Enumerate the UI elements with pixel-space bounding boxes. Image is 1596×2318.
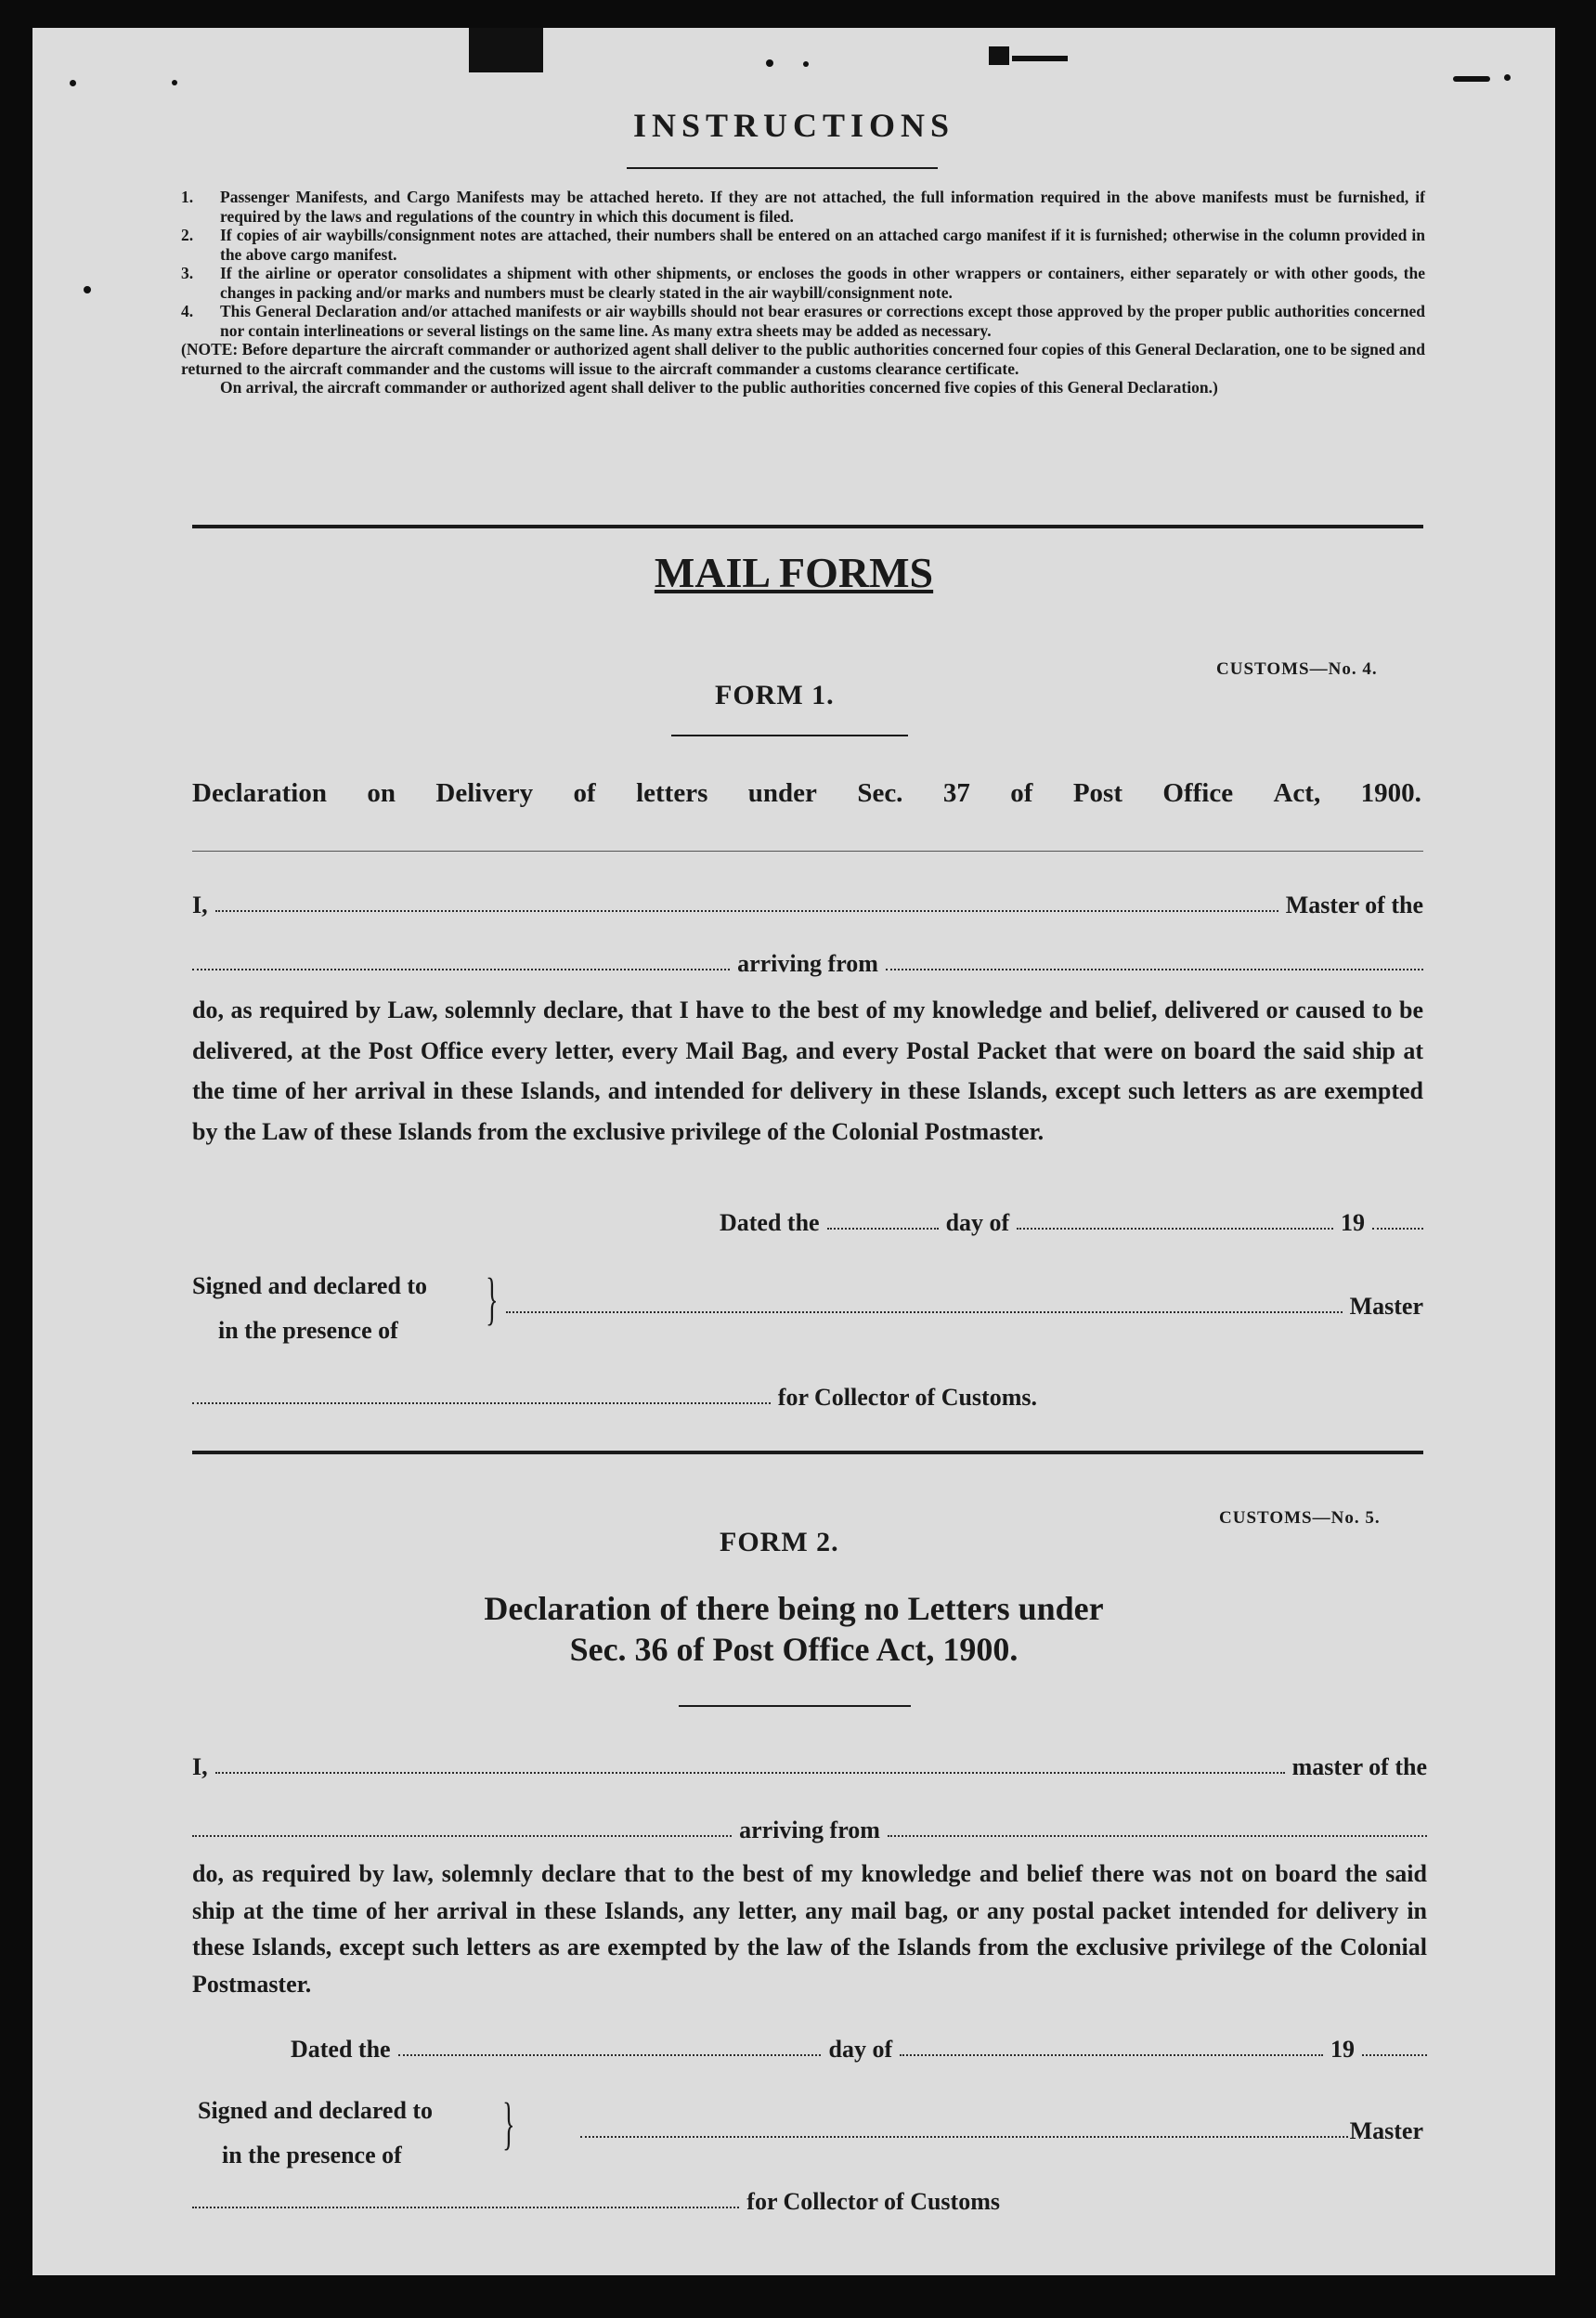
form1-arriving-line — [192, 950, 1423, 978]
form2-collector-label: for Collector of Customs — [746, 2188, 1000, 2215]
scan-artifact — [1504, 74, 1511, 81]
document-page — [32, 28, 1555, 2275]
instructions-note-arrival: On arrival, the aircraft commander or authorized agent shall deliver to the public authorities concerned five copies of this General Declaration.) — [220, 378, 1218, 397]
form1-master-of-label: Master of the — [1285, 892, 1423, 918]
form2-dated-line — [291, 2036, 1427, 2064]
section-divider — [192, 525, 1423, 528]
form1-heading-rule — [192, 851, 1423, 852]
instruction-number: 4. — [181, 302, 194, 320]
form1-i-label: I, — [192, 892, 208, 918]
form1-month-field[interactable] — [1017, 1228, 1333, 1230]
form2-day-of-label: day of — [828, 2036, 893, 2063]
instruction-item — [181, 302, 1425, 340]
form1-master-label: Master — [1349, 1293, 1423, 1320]
declaration-word: Delivery — [435, 778, 534, 808]
form2-declaration-heading — [32, 1588, 1555, 1670]
instruction-item — [181, 188, 1425, 226]
form1-day-of-label: day of — [945, 1209, 1010, 1236]
form1-master-signature-line — [506, 1293, 1423, 1321]
mail-forms-title: MAIL FORMS — [654, 549, 934, 596]
form1-title-underline — [671, 735, 908, 736]
declaration-word: Office — [1162, 778, 1234, 808]
scan-artifact — [1453, 76, 1490, 82]
section-divider — [192, 1451, 1423, 1454]
form2-paragraph: do, as required by law, solemnly declare that to the best of my knowledge and belief there was not on board the said ship at the time of her arrival in these Islands, any letter, any mail bag, or any postal packet intended for delivery in these Islands, except such letters as are exempted by the law of the Islands from the exclusive privilege of the Colonial Postmaster. — [192, 1860, 1427, 1998]
scan-artifact — [469, 28, 543, 72]
form2-signed-label: Signed and declared to — [198, 2097, 434, 2124]
scan-artifact — [84, 286, 91, 293]
form2-master-line — [192, 1753, 1427, 1781]
form2-brace: } — [502, 2092, 515, 2155]
form1-brace: } — [486, 1268, 499, 1331]
form1-name-field[interactable] — [215, 910, 1278, 912]
instruction-number: 1. — [181, 188, 194, 206]
declaration-word: under — [747, 778, 817, 808]
scan-artifact — [1012, 56, 1068, 61]
form1-customs-ref: CUSTOMS—No. 4. — [1216, 659, 1378, 679]
form2-declaration-line2: Sec. 36 of Post Office Act, 1900. — [569, 1631, 1019, 1668]
declaration-word: Act, — [1273, 778, 1321, 808]
instruction-text: If the airline or operator consolidates a shipment with other shipments, or encloses the goods in other wrappers or containers, either separately or with other goods, the changes in packing and/or marks and numbers must be clearly stated in the air waybill/consignment note. — [220, 264, 1425, 302]
instruction-text: Passenger Manifests, and Cargo Manifests may be attached hereto. If they are not attached, the full information required in the above manifests must be furnished, if required by the laws and regulations of the country in which this document is filed. — [220, 188, 1425, 226]
form2-year-label: 19 — [1330, 2036, 1355, 2063]
scan-artifact — [172, 80, 177, 85]
form2-date-field[interactable] — [398, 2054, 822, 2056]
declaration-word: 1900. — [1360, 778, 1421, 808]
instructions-list — [181, 188, 1425, 397]
instructions-note: (NOTE: Before departure the aircraft commander or authorized agent shall deliver to the public authorities concerned four copies of this General Declaration, one to be signed and returned to the aircraft commander and the customs will issue to the aircraft commander a customs clearance certificate. — [181, 340, 1425, 378]
declaration-word: on — [367, 778, 396, 808]
form2-collector-line — [192, 2188, 1000, 2216]
form2-year-field[interactable] — [1362, 2054, 1427, 2056]
form1-dated-label: Dated the — [720, 1209, 820, 1236]
declaration-word: of — [573, 778, 596, 808]
form1-date-field[interactable] — [827, 1228, 939, 1230]
form2-signature-field[interactable] — [580, 2136, 1348, 2138]
form2-collector-field[interactable] — [192, 2207, 739, 2208]
instructions-underline — [627, 167, 938, 169]
form2-arriving-line — [192, 1817, 1427, 1844]
form1-ship-field[interactable] — [192, 969, 730, 970]
form2-master-label: Master — [1349, 2117, 1423, 2144]
declaration-word: of — [1010, 778, 1033, 808]
form2-arriving-label: arriving from — [739, 1817, 880, 1843]
declaration-word: 37 — [942, 778, 970, 808]
scan-artifact — [70, 80, 76, 86]
declaration-word: Declaration — [192, 778, 327, 808]
form2-i-label: I, — [192, 1753, 208, 1780]
instruction-number: 2. — [181, 226, 194, 244]
form1-presence-label: in the presence of — [218, 1317, 398, 1344]
form1-declaration-heading — [192, 778, 1421, 809]
form1-master-line — [192, 892, 1423, 919]
scan-artifact — [989, 46, 1009, 65]
declaration-word: Post — [1072, 778, 1122, 808]
form2-master-signature-line — [580, 2117, 1423, 2145]
form2-month-field[interactable] — [900, 2054, 1323, 2056]
form2-master-of-label: master of the — [1291, 1753, 1427, 1780]
scan-artifact — [803, 61, 809, 67]
form1-dated-line — [720, 1209, 1423, 1237]
form2-name-field[interactable] — [215, 1772, 1285, 1774]
form2-dated-label: Dated the — [291, 2036, 391, 2063]
form1-year-field[interactable] — [1372, 1228, 1423, 1230]
form1-collector-line — [192, 1384, 1037, 1412]
instruction-item — [181, 226, 1425, 264]
form1-signed-label: Signed and declared to — [192, 1272, 428, 1299]
declaration-word: letters — [636, 778, 708, 808]
declaration-word: Sec. — [857, 778, 903, 808]
form2-origin-field[interactable] — [888, 1835, 1427, 1837]
form1-year-label: 19 — [1341, 1209, 1365, 1236]
form2-declaration-line1: Declaration of there being no Letters under — [484, 1590, 1104, 1627]
form1-collector-label: for Collector of Customs. — [777, 1384, 1037, 1411]
scan-artifact — [766, 59, 773, 67]
form1-signature-field[interactable] — [506, 1311, 1343, 1313]
form2-presence-label: in the presence of — [222, 2142, 402, 2168]
form1-arriving-label: arriving from — [737, 950, 878, 977]
instructions-title: INSTRUCTIONS — [632, 107, 955, 144]
instruction-number: 3. — [181, 264, 194, 282]
form2-customs-ref: CUSTOMS—No. 5. — [1219, 1508, 1381, 1528]
instruction-text: This General Declaration and/or attached manifests or air waybills should not bear erasures or corrections except those approved by the proper public authorities concerned nor contain interlineations or several listings on the same line. As many extra sheets may be added as necessary. — [220, 302, 1425, 340]
form1-paragraph: do, as required by Law, solemnly declare, that I have to the best of my knowledge and belief, delivered or caused to be delivered, at the Post Office every letter, every Mail Bag, and every Postal Packet that were on board the said ship at the time of her arrival in these Islands, and intended for delivery in these Islands, except such letters as are exempted by the Law of these Islands from the exclusive privilege of the Colonial Postmaster. — [192, 996, 1423, 1145]
form2-title-underline — [679, 1705, 911, 1707]
form2-title: FORM 2. — [720, 1527, 839, 1557]
instruction-item — [181, 264, 1425, 302]
form1-origin-field[interactable] — [886, 969, 1423, 970]
form2-ship-field[interactable] — [192, 1835, 732, 1837]
form1-collector-field[interactable] — [192, 1402, 771, 1404]
instruction-text: If copies of air waybills/consignment notes are attached, their numbers shall be entered on an attached cargo manifest if it is furnished; otherwise in the column provided in the above cargo manifest. — [220, 226, 1425, 264]
form1-title: FORM 1. — [715, 680, 835, 710]
